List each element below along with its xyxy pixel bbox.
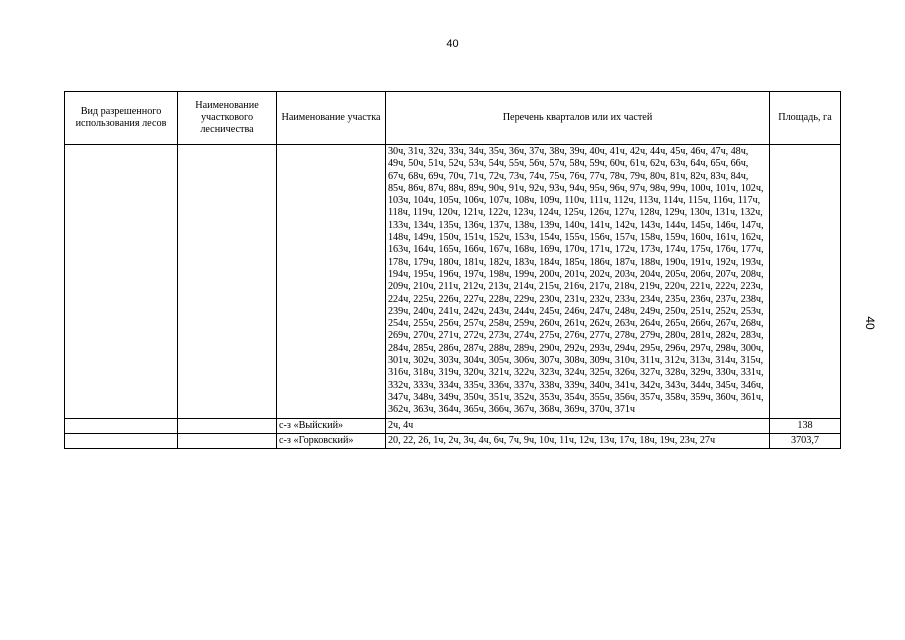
forest-quarters-table: [64, 91, 841, 449]
cell-area: 138: [770, 418, 841, 433]
cell-use-type: [65, 145, 178, 419]
cell-quarters: 20, 22, 26, 1ч, 2ч, 3ч, 4ч, 6ч, 7ч, 9ч, 10ч, 11ч, 12ч, 13ч, 17ч, 18ч, 19ч, 23ч, 27ч: [386, 433, 770, 448]
cell-area: [770, 145, 841, 419]
cell-quarters: 30ч, 31ч, 32ч, 33ч, 34ч, 35ч, 36ч, 37ч, 38ч, 39ч, 40ч, 41ч, 42ч, 44ч, 45ч, 46ч, 47ч, 48ч, 49ч, 50ч, 51ч, 52ч, 53ч, 54ч, 55ч, 56ч, 57ч, 58ч, 59ч, 60ч, 61ч, 62ч, 63ч, 64ч, 65ч, 66ч, 67ч, 68ч, 69ч, 70ч, 71ч, 72ч, 73ч, 74ч, 75ч, 76ч, 77ч, 78ч, 79ч, 80ч, 81ч, 82ч, 83ч, 84ч, 85ч, 86ч, 87ч, 88ч, 89ч, 90ч, 91ч, 92ч, 93ч, 94ч, 95ч, 96ч, 97ч, 98ч, 99ч, 100ч, 101ч, 102ч, 103ч, 104ч, 105ч, 106ч, 107ч, 108ч, 109ч, 110ч, 111ч, 112ч, 113ч, 114ч, 115ч, 116ч, 117ч, 118ч, 119ч, 120ч, 121ч, 122ч, 123ч, 124ч, 125ч, 126ч, 127ч, 128ч, 129ч, 130ч, 131ч, 132ч, 133ч, 134ч, 135ч, 136ч, 137ч, 138ч, 139ч, 140ч, 141ч, 142ч, 143ч, 144ч, 145ч, 146ч, 147ч, 148ч, 149ч, 150ч, 151ч, 152ч, 153ч, 154ч, 155ч, 156ч, 157ч, 158ч, 159ч, 160ч, 161ч, 162ч, 163ч, 164ч, 165ч, 166ч, 167ч, 168ч, 169ч, 170ч, 171ч, 172ч, 173ч, 174ч, 175ч, 176ч, 177ч, 178ч, 179ч, 180ч, 181ч, 182ч, 183ч, 184ч, 185ч, 186ч, 187ч, 188ч, 190ч, 191ч, 192ч, 193ч, 194ч, 195ч, 196ч, 197ч, 198ч, 199ч, 200ч, 201ч, 202ч, 203ч, 204ч, 205ч, 206ч, 207ч, 208ч, 209ч, 210ч, 211ч, 212ч, 213ч, 214ч, 215ч, 216ч, 217ч, 218ч, 219ч, 220ч, 221ч, 222ч, 223ч, 224ч, 225ч, 226ч, 227ч, 228ч, 229ч, 230ч, 231ч, 232ч, 233ч, 234ч, 235ч, 236ч, 237ч, 238ч, 239ч, 240ч, 241ч, 242ч, 243ч, 244ч, 245ч, 246ч, 247ч, 248ч, 249ч, 250ч, 251ч, 252ч, 253ч, 254ч, 255ч, 256ч, 257ч, 258ч, 259ч, 260ч, 261ч, 262ч, 263ч, 264ч, 265ч, 266ч, 267ч, 268ч, 269ч, 270ч, 271ч, 272ч, 273ч, 274ч, 275ч, 276ч, 277ч, 278ч, 279ч, 280ч, 281ч, 282ч, 283ч, 284ч, 285ч, 286ч, 287ч, 288ч, 289ч, 290ч, 292ч, 293ч, 294ч, 295ч, 296ч, 297ч, 298ч, 300ч, 301ч, 302ч, 303ч, 304ч, 305ч, 306ч, 307ч, 308ч, 309ч, 310ч, 311ч, 312ч, 313ч, 314ч, 315ч, 316ч, 318ч, 319ч, 320ч, 321ч, 322ч, 323ч, 324ч, 325ч, 326ч, 327ч, 328ч, 329ч, 330ч, 331ч, 332ч, 333ч, 334ч, 335ч, 336ч, 337ч, 338ч, 339ч, 340ч, 341ч, 342ч, 343ч, 344ч, 345ч, 346ч, 347ч, 348ч, 349ч, 350ч, 351ч, 352ч, 353ч, 354ч, 355ч, 356ч, 357ч, 358ч, 359ч, 360ч, 361ч, 362ч, 363ч, 364ч, 365ч, 366ч, 367ч, 368ч, 369ч, 370ч, 371ч: [386, 145, 770, 419]
cell-forestry: [178, 433, 277, 448]
header-use-type: Вид разрешенного использования лесов: [65, 92, 178, 145]
cell-plot: с-з «Выйский»: [277, 418, 386, 433]
cell-forestry: [178, 418, 277, 433]
page-number: 40: [446, 38, 459, 50]
table-row: [65, 433, 841, 448]
side-page-number: 40: [863, 316, 877, 330]
header-plot: Наименование участка: [277, 92, 386, 145]
table-header-row: [65, 92, 841, 145]
header-area: Площадь, га: [770, 92, 841, 145]
cell-plot: [277, 145, 386, 419]
table-row: [65, 418, 841, 433]
cell-use-type: [65, 433, 178, 448]
cell-use-type: [65, 418, 178, 433]
header-forestry: Наименование участкового лесничества: [178, 92, 277, 145]
header-quarters: Перечень кварталов или их частей: [386, 92, 770, 145]
cell-area: 3703,7: [770, 433, 841, 448]
cell-plot: с-з «Горковский»: [277, 433, 386, 448]
cell-forestry: [178, 145, 277, 419]
cell-quarters: 2ч, 4ч: [386, 418, 770, 433]
table-row: [65, 145, 841, 419]
